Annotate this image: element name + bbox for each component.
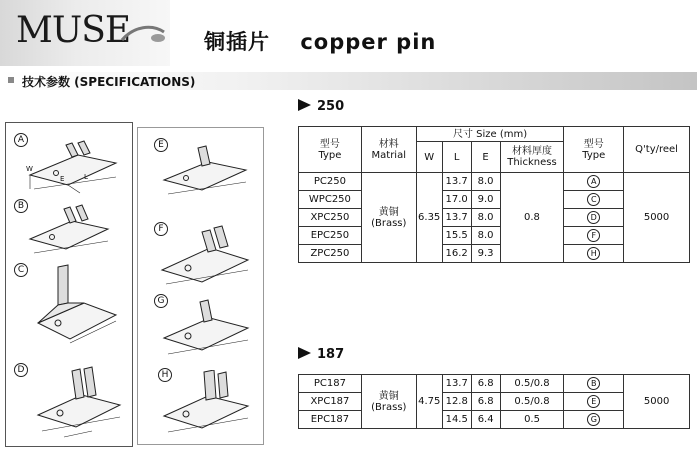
cell-l: 17.0 [442,191,471,209]
terminal-drawing-e [154,144,258,204]
terminal-drawing-a [20,137,124,199]
terminal-drawing-b [20,203,124,263]
cell-l: 13.7 [442,173,471,191]
cell-l: 12.8 [442,393,471,411]
spec-table-187 [298,374,690,429]
cell-w: 4.75 [416,375,442,429]
terminal-drawing-d [20,365,128,445]
page-title [204,26,436,56]
dim-l-label: L [84,173,88,181]
dim-e-label: E [60,175,65,183]
cell-model: EPC250 [299,227,362,245]
terminal-drawing-c [24,263,124,353]
terminal-drawing-h [154,370,258,440]
header-type: 型号 Type [564,127,624,173]
cell-model: PC250 [299,173,362,191]
cell-model: ZPC250 [299,245,362,263]
cell-thickness: 0.8 [500,173,564,263]
drawing-label-e: E [154,138,168,152]
cell-e: 9.3 [471,245,500,263]
cell-type: H [564,245,624,263]
header-size: 尺寸 Size (mm) [416,127,564,142]
dim-w-label: W [26,165,33,173]
section-heading-187 [298,347,344,362]
cell-type: F [564,227,624,245]
title-en: copper pin [300,30,437,54]
specs-heading: 技术参数 (SPECIFICATIONS) [22,75,196,89]
cell-thickness: 0.5/0.8 [500,375,564,393]
logo-text: MUSE [16,10,131,51]
cell-type: C [564,191,624,209]
spec-table-250 [298,126,690,263]
section-187-label: 187 [317,347,345,362]
drawing-label-f: F [154,222,168,236]
cell-l: 13.7 [442,375,471,393]
drawing-label-a: A [14,133,28,147]
section-heading-250 [298,99,344,114]
table-row [299,375,690,393]
drawing-label-b: B [14,199,28,213]
cell-model: WPC250 [299,191,362,209]
cell-qty: 5000 [624,375,690,429]
section-250-label: 250 [317,99,345,114]
cell-e: 8.0 [471,173,500,191]
drawing-label-g: G [154,294,168,308]
cell-e: 6.8 [471,393,500,411]
cell-model: PC187 [299,375,362,393]
header-w: W [416,142,442,173]
cell-model: XPC250 [299,209,362,227]
cell-e: 6.8 [471,375,500,393]
terminal-drawing-f [152,224,260,290]
cell-type: D [564,209,624,227]
drawing-panel-right [137,127,264,445]
cell-type: B [564,375,624,393]
cell-model: EPC187 [299,411,362,429]
cell-material: 黄铜 (Brass) [361,173,416,263]
cell-l: 16.2 [442,245,471,263]
drawing-label-d: D [14,363,28,377]
cell-e: 8.0 [471,227,500,245]
cell-type: A [564,173,624,191]
terminal-drawing-g [154,298,258,360]
cell-l: 14.5 [442,411,471,429]
drawing-label-h: H [158,368,172,382]
cell-l: 15.5 [442,227,471,245]
specs-marker-icon [8,77,14,83]
logo-swoosh-icon [120,22,166,46]
cell-type: G [564,411,624,429]
cell-thickness: 0.5/0.8 [500,393,564,411]
header-qty: Q'ty/reel [624,127,690,173]
drawing-label-c: C [14,263,28,277]
header-material: 材料 Matrial [361,127,416,173]
cell-w: 6.35 [416,173,442,263]
cell-thickness: 0.5 [500,411,564,429]
cell-l: 13.7 [442,209,471,227]
header-e: E [471,142,500,173]
triangle-icon [298,99,311,111]
header-thickness: 材料厚度 Thickness [500,142,564,173]
cell-type: E [564,393,624,411]
cell-e: 6.4 [471,411,500,429]
cell-material: 黄铜 (Brass) [361,375,416,429]
cell-e: 9.0 [471,191,500,209]
brand-logo [0,0,170,66]
table-row [299,173,690,191]
cell-qty: 5000 [624,173,690,263]
header-model: 型号 Type [299,127,362,173]
cell-model: XPC187 [299,393,362,411]
title-cn: 铜插片 [204,30,270,54]
drawing-panel-left [5,122,133,447]
triangle-icon [298,347,311,359]
cell-e: 8.0 [471,209,500,227]
header-l: L [442,142,471,173]
